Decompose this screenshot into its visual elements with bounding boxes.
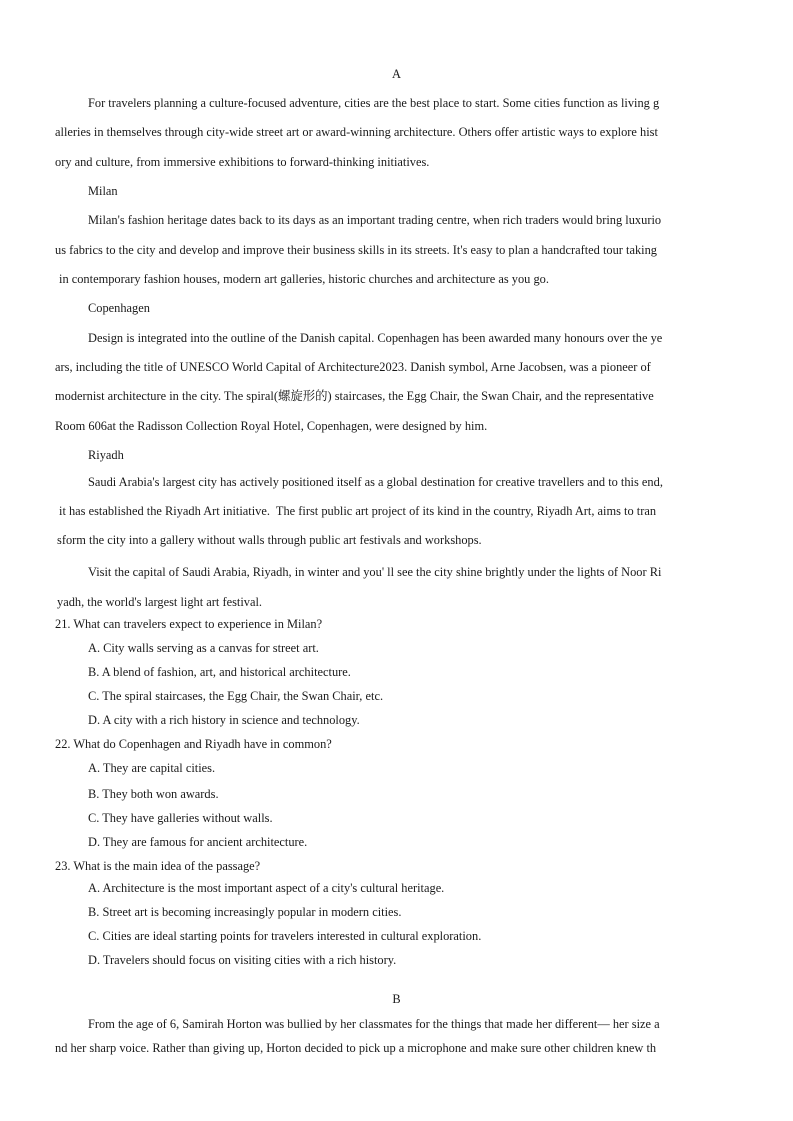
riyadh-line: Visit the capital of Saudi Arabia, Riyadh, in winter and you' ll see the city shine brightly under the lights of Noor Ri [88, 565, 662, 579]
copenhagen-line: Room 606at the Radisson Collection Royal Hotel, Copenhagen, were designed by him. [55, 419, 488, 433]
answer-option: C. They have galleries without walls. [88, 811, 273, 825]
question-stem: 23. What is the main idea of the passage? [55, 859, 261, 873]
milan-heading: Milan [88, 184, 118, 198]
riyadh-line: yadh, the world's largest light art festival. [57, 595, 263, 609]
riyadh-line: sform the city into a gallery without walls through public art festivals and workshops. [57, 533, 482, 547]
answer-option: D. A city with a rich history in science and technology. [88, 713, 360, 727]
answer-option: B. Street art is becoming increasingly popular in modern cities. [88, 905, 402, 919]
intro-line: alleries in themselves through city-wide street art or award-winning architecture. Others offer artistic ways to explore hist [55, 125, 658, 139]
section-b-line: nd her sharp voice. Rather than giving up, Horton decided to pick up a microphone and make sure other children knew th [55, 1041, 657, 1055]
answer-option: C. Cities are ideal starting points for travelers interested in cultural exploration. [88, 929, 482, 943]
riyadh-heading: Riyadh [88, 448, 124, 462]
copenhagen-line: ars, including the title of UNESCO World Capital of Architecture2023. Danish symbol, Arne Jacobsen, was a pioneer of [55, 360, 651, 374]
milan-line: in contemporary fashion houses, modern art galleries, historic churches and architecture as you go. [59, 272, 549, 286]
answer-option: B. They both won awards. [88, 787, 219, 801]
answer-option: A. They are capital cities. [88, 761, 216, 775]
intro-line: ory and culture, from immersive exhibitions to forward-thinking initiatives. [55, 155, 430, 169]
answer-option: A. Architecture is the most important aspect of a city's cultural heritage. [88, 881, 445, 895]
copenhagen-line: Design is integrated into the outline of the Danish capital. Copenhagen has been awarded many honours over the ye [88, 331, 663, 345]
answer-option: C. The spiral staircases, the Egg Chair, the Swan Chair, etc. [88, 689, 384, 703]
question-stem: 21. What can travelers expect to experience in Milan? [55, 617, 323, 631]
section-b-heading: B [392, 992, 401, 1006]
milan-line: Milan's fashion heritage dates back to its days as an important trading centre, when rich traders would bring luxurio [88, 213, 662, 227]
milan-line: us fabrics to the city and develop and improve their business skills in its streets. It's easy to plan a handcrafted tour taking [55, 243, 658, 257]
section-b-line: From the age of 6, Samirah Horton was bullied by her classmates for the things that made her different— her size a [88, 1017, 660, 1031]
answer-option: D. They are famous for ancient architecture. [88, 835, 308, 849]
section-a-heading: A [392, 67, 401, 81]
answer-option: A. City walls serving as a canvas for street art. [88, 641, 319, 655]
copenhagen-line: modernist architecture in the city. The spiral(螺旋形的) staircases, the Egg Chair, the Swan Chair, and the representative [55, 389, 654, 403]
intro-line: For travelers planning a culture-focused adventure, cities are the best place to start. Some cities function as living g [88, 96, 660, 110]
riyadh-line: it has established the Riyadh Art initiative. The first public art project of its kind in the country, Riyadh Art, aims to tran [59, 504, 657, 518]
question-stem: 22. What do Copenhagen and Riyadh have in common? [55, 737, 332, 751]
answer-option: B. A blend of fashion, art, and historical architecture. [88, 665, 351, 679]
riyadh-line: Saudi Arabia's largest city has actively positioned itself as a global destination for creative travellers and to this end, [88, 475, 663, 489]
answer-option: D. Travelers should focus on visiting cities with a rich history. [88, 953, 397, 967]
copenhagen-heading: Copenhagen [88, 301, 150, 315]
